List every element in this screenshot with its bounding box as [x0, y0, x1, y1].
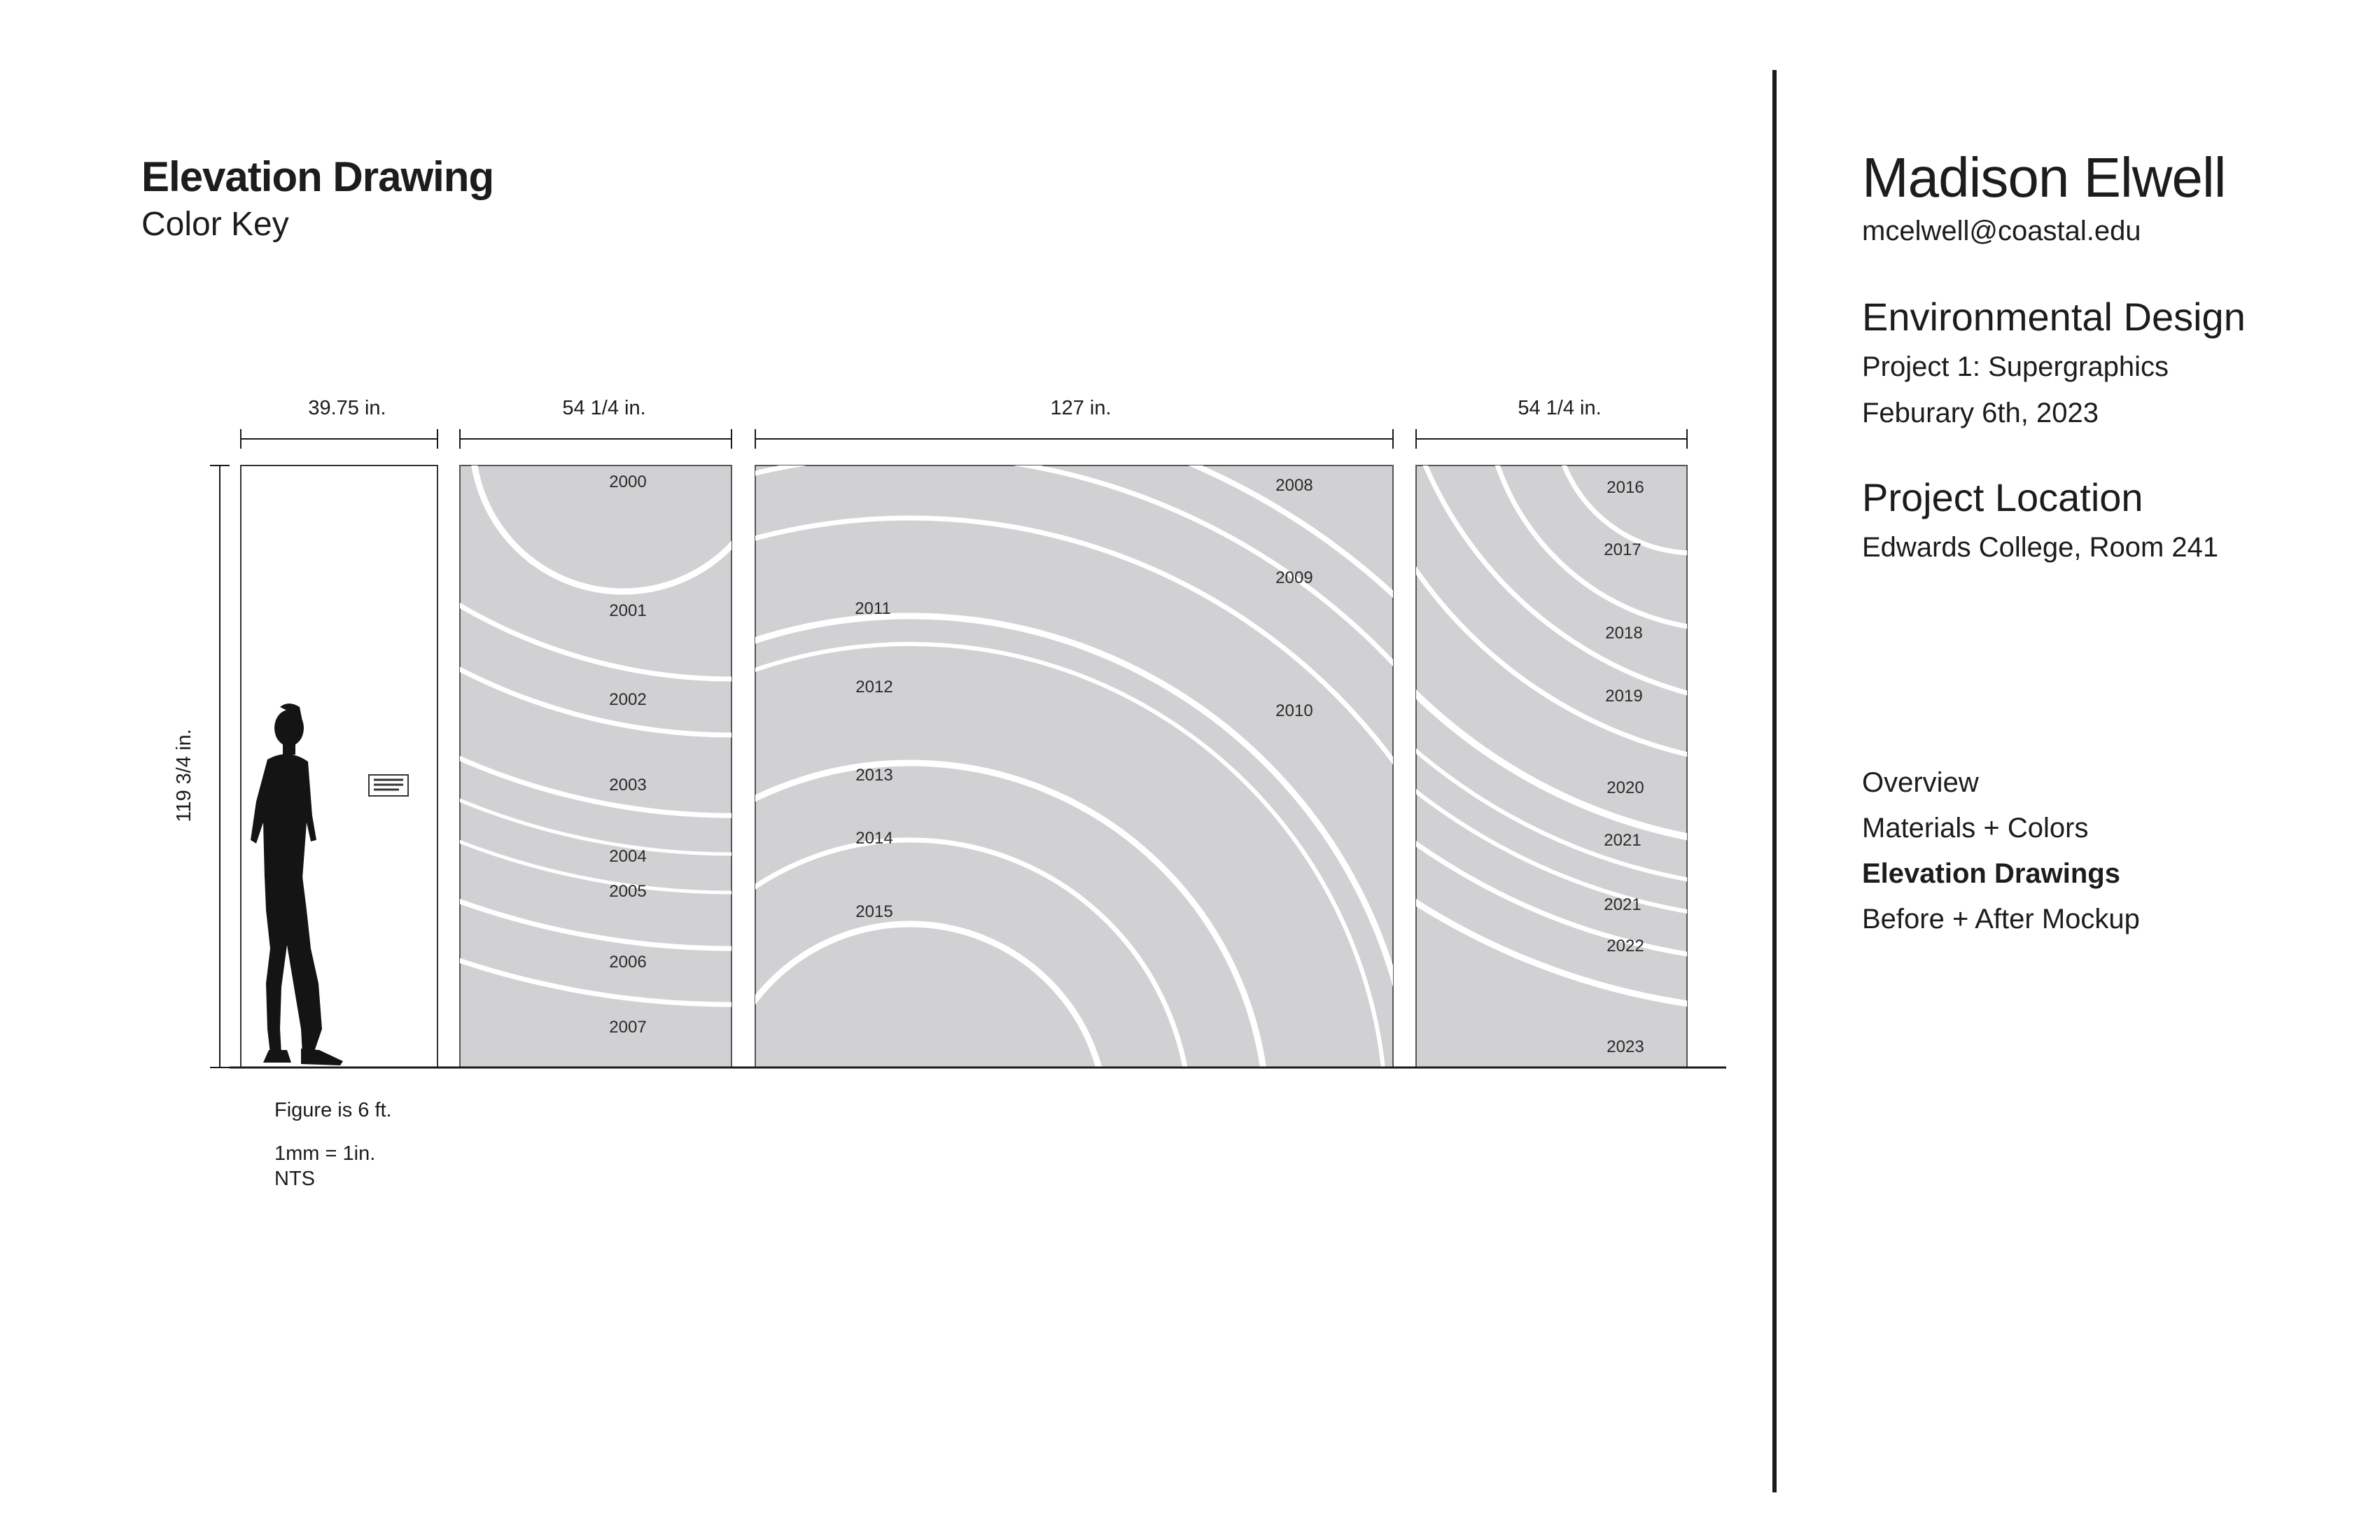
year-label: 2018 — [1605, 624, 1643, 643]
year-label: 2001 — [609, 601, 647, 620]
dim-label-panel-3: 127 in. — [1050, 397, 1112, 419]
page-subtitle: Color Key — [141, 206, 289, 243]
year-label: 2009 — [1275, 568, 1313, 587]
year-label: 2011 — [855, 599, 891, 618]
year-label: 2012 — [855, 678, 893, 696]
year-label: 2013 — [855, 766, 893, 785]
scale-note: 1mm = 1in. — [274, 1142, 376, 1165]
year-label: 2015 — [855, 902, 893, 921]
dimension-line-height — [210, 465, 230, 1068]
year-label: 2007 — [609, 1018, 647, 1037]
year-label: 2008 — [1275, 476, 1313, 495]
dimension-line-panel-4 — [1416, 429, 1687, 449]
dimension-line-panel-1 — [241, 429, 438, 449]
program-heading: Environmental Design — [1862, 295, 2246, 339]
year-label: 2017 — [1604, 540, 1642, 559]
year-label: 2002 — [609, 690, 647, 709]
year-label: 2020 — [1606, 778, 1644, 797]
author-email: mcelwell@coastal.edu — [1862, 216, 2141, 246]
author-name: Madison Elwell — [1862, 146, 2226, 209]
figure-note: Figure is 6 ft. — [274, 1099, 392, 1121]
location-detail: Edwards College, Room 241 — [1862, 532, 2219, 563]
year-label: 2014 — [855, 829, 893, 848]
year-label: 2016 — [1606, 478, 1644, 497]
year-label: 2005 — [609, 882, 647, 901]
dim-label-panel-2: 54 1/4 in. — [562, 397, 646, 419]
nav-item-materials-colors[interactable]: Materials + Colors — [1862, 813, 2089, 844]
year-label: 2006 — [609, 953, 647, 972]
project-name: Project 1: Supergraphics — [1862, 351, 2169, 382]
dimension-line-panel-3 — [755, 429, 1393, 449]
year-label: 2003 — [609, 776, 647, 794]
year-label: 2023 — [1606, 1037, 1644, 1056]
wall-sign — [369, 775, 408, 796]
year-label: 2022 — [1606, 937, 1644, 955]
year-label: 2021 — [1604, 831, 1642, 850]
year-label: 2021 — [1604, 895, 1642, 914]
year-label: 2019 — [1605, 687, 1643, 706]
dim-label-height: 119 3/4 in. — [173, 729, 195, 822]
nav-item-overview[interactable]: Overview — [1862, 767, 1979, 798]
year-label: 2000 — [609, 472, 647, 491]
dim-label-panel-4: 54 1/4 in. — [1518, 397, 1602, 419]
dim-label-panel-1: 39.75 in. — [308, 397, 386, 419]
year-label: 2004 — [609, 847, 647, 866]
year-label: 2010 — [1275, 701, 1313, 720]
dimension-line-panel-2 — [460, 429, 732, 449]
project-date: Feburary 6th, 2023 — [1862, 398, 2099, 428]
nav-item-before-after-mockup[interactable]: Before + After Mockup — [1862, 904, 2140, 934]
page-title: Elevation Drawing — [141, 153, 494, 200]
nav-item-elevation-drawings[interactable]: Elevation Drawings — [1862, 858, 2120, 889]
vertical-divider — [1772, 70, 1777, 1492]
location-heading: Project Location — [1862, 475, 2143, 519]
nts-note: NTS — [274, 1168, 315, 1190]
